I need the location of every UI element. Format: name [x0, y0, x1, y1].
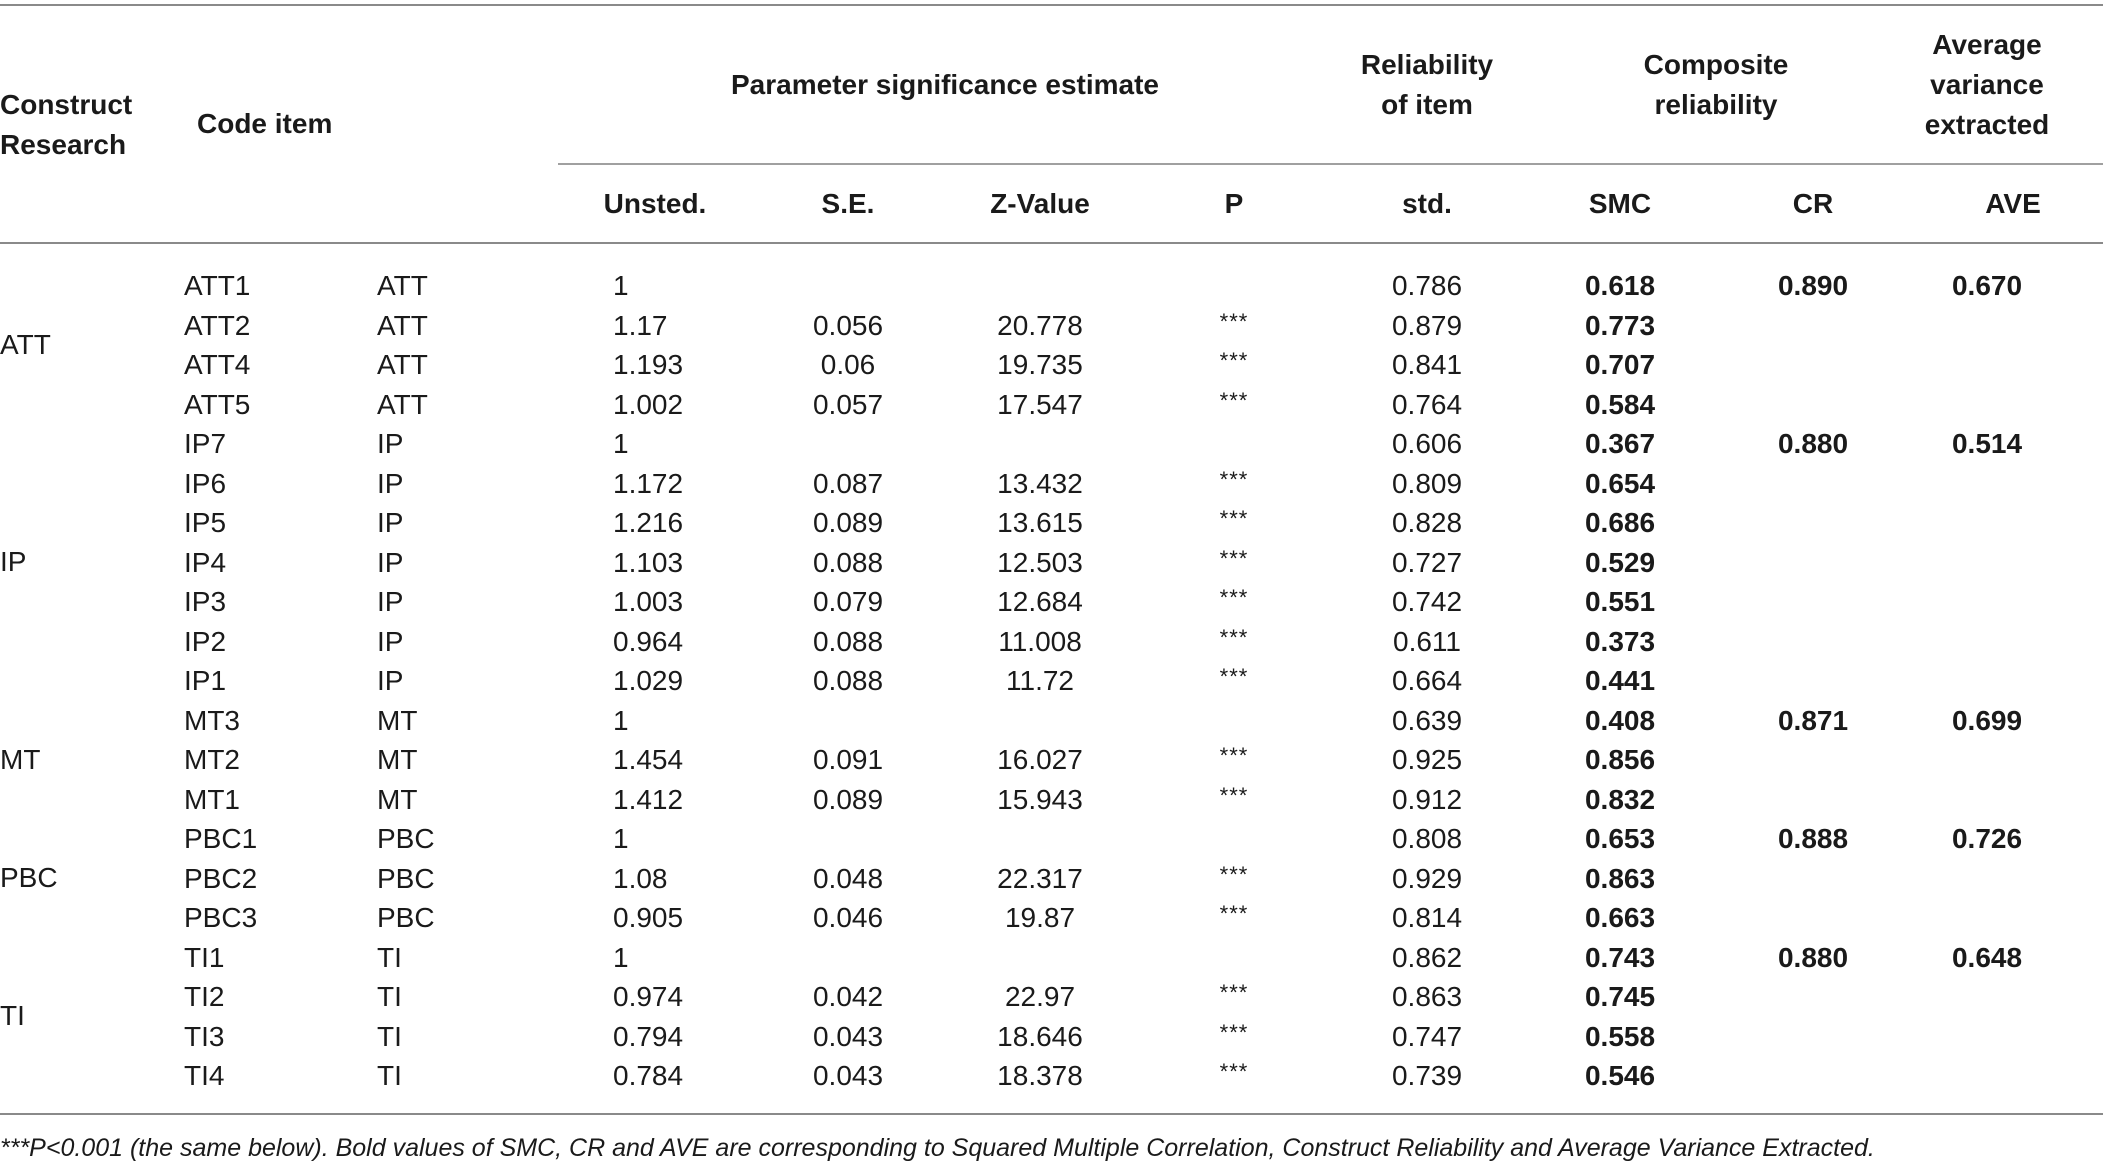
- cell-p: ***: [1219, 901, 1249, 926]
- cell-cr: 0.890: [1777, 270, 1849, 301]
- cell-std: 0.786: [1391, 270, 1463, 301]
- cell-unsted: 1.412: [613, 783, 684, 815]
- cell-item: IP5: [184, 507, 227, 538]
- cell-se: 0.089: [812, 783, 884, 815]
- cell-se: 0.088: [812, 546, 884, 578]
- col-header-ave: AVE: [1985, 188, 2041, 219]
- cell-p: ***: [1219, 861, 1249, 887]
- cell-smc: 0.441: [1584, 665, 1656, 696]
- cell-z: 12.684: [997, 586, 1083, 617]
- cell-unsted: 0.794: [613, 1020, 684, 1052]
- cell-p: ***: [1219, 743, 1249, 768]
- cell-item: IP1: [184, 665, 227, 696]
- cell-se: 0.091: [812, 744, 884, 775]
- cell-p: ***: [1219, 1059, 1249, 1084]
- cell-p: ***: [1219, 782, 1249, 808]
- col-header-smc: SMC: [1588, 188, 1652, 219]
- cell-smc: 0.653: [1584, 823, 1656, 854]
- cell-unsted: 1.17: [613, 309, 668, 341]
- cell-z: 18.646: [997, 1020, 1083, 1052]
- cell-smc: 0.707: [1584, 349, 1656, 380]
- cell-unsted: 1: [613, 823, 629, 854]
- cell-se: 0.087: [812, 467, 884, 499]
- cell-code: TI: [377, 981, 402, 1012]
- construct-label-pbc: PBC: [0, 862, 58, 893]
- table-row: [0, 859, 2103, 899]
- cell-code: TI: [377, 941, 402, 973]
- cell-ave: 0.514: [1951, 428, 2023, 459]
- cell-se: 0.088: [812, 665, 884, 696]
- cell-smc: 0.856: [1584, 744, 1656, 775]
- header-construct: Construct Research: [0, 89, 133, 160]
- cell-std: 0.925: [1391, 744, 1463, 775]
- col-header-p: P: [1224, 188, 1244, 219]
- table-row: [0, 740, 2103, 780]
- cell-z: 13.432: [997, 467, 1083, 499]
- cell-std: 0.764: [1391, 388, 1463, 420]
- cell-std: 0.639: [1391, 704, 1463, 736]
- cell-smc: 0.743: [1584, 941, 1656, 973]
- cell-p: ***: [1219, 506, 1249, 531]
- cell-unsted: 1.103: [613, 546, 684, 578]
- cell-z: 20.778: [997, 309, 1083, 341]
- cell-std: 0.862: [1391, 941, 1463, 973]
- cell-se: 0.057: [812, 388, 884, 420]
- cell-se: 0.043: [812, 1060, 884, 1091]
- cell-std: 0.727: [1391, 546, 1463, 578]
- header-code-item: Code item: [197, 108, 333, 139]
- cell-unsted: 1.002: [613, 388, 684, 420]
- cell-std: 0.828: [1391, 507, 1463, 538]
- cell-unsted: 1.193: [613, 349, 684, 380]
- cell-smc: 0.584: [1584, 388, 1656, 420]
- cell-p: ***: [1219, 308, 1249, 334]
- cell-se: 0.089: [812, 507, 884, 538]
- cell-code: TI: [377, 1060, 402, 1091]
- cell-unsted: 0.964: [613, 625, 684, 657]
- table-row: [0, 701, 2103, 741]
- cell-smc: 0.745: [1584, 981, 1656, 1012]
- cell-se: 0.088: [812, 625, 884, 657]
- cell-item: ATT4: [184, 349, 251, 380]
- table-row: [0, 385, 2103, 425]
- cell-unsted: 1.454: [613, 744, 684, 775]
- construct-label-ip: IP: [0, 546, 27, 577]
- cell-item: PBC1: [184, 823, 258, 854]
- cell-code: IP: [377, 625, 404, 657]
- cell-z: 16.027: [997, 744, 1083, 775]
- cell-code: PBC: [377, 902, 435, 933]
- cell-item: IP2: [184, 625, 227, 657]
- cell-unsted: 1.08: [613, 862, 668, 894]
- cell-item: IP7: [184, 428, 227, 459]
- cell-z: 22.97: [1004, 981, 1076, 1012]
- cell-smc: 0.546: [1584, 1060, 1656, 1091]
- cell-p: ***: [1219, 980, 1249, 1005]
- cell-se: 0.048: [812, 862, 884, 894]
- table-row: [0, 938, 2103, 978]
- cell-z: 19.87: [1004, 902, 1076, 933]
- cell-std: 0.742: [1391, 586, 1463, 617]
- cell-unsted: 0.784: [613, 1060, 684, 1091]
- table-body: [0, 266, 2103, 1096]
- cell-item: TI3: [184, 1020, 225, 1052]
- header-parameter-significance: Parameter significance estimate: [731, 69, 1159, 100]
- cell-code: IP: [377, 586, 404, 617]
- cell-se: 0.06: [820, 349, 876, 380]
- cell-code: IP: [377, 546, 404, 578]
- cell-std: 0.929: [1391, 862, 1463, 894]
- col-header-unsted: Unsted.: [603, 188, 707, 219]
- cell-item: MT3: [184, 704, 240, 736]
- cell-std: 0.747: [1391, 1020, 1463, 1052]
- cell-smc: 0.367: [1584, 428, 1656, 459]
- cell-smc: 0.863: [1584, 862, 1656, 894]
- cell-z: 18.378: [997, 1060, 1083, 1091]
- cell-std: 0.912: [1391, 783, 1463, 815]
- cell-z: 15.943: [997, 783, 1083, 815]
- cell-code: IP: [377, 665, 404, 696]
- cell-ave: 0.699: [1951, 704, 2023, 736]
- cell-ave: 0.648: [1951, 941, 2023, 973]
- cell-cr: 0.880: [1777, 941, 1849, 973]
- cell-p: ***: [1219, 624, 1249, 650]
- cell-smc: 0.654: [1584, 467, 1656, 499]
- cell-se: 0.079: [812, 586, 884, 617]
- table-row: [0, 780, 2103, 820]
- table-row: [0, 306, 2103, 346]
- cell-code: IP: [377, 467, 404, 499]
- col-header-std: std.: [1402, 188, 1452, 219]
- table-row: [0, 819, 2103, 859]
- cell-std: 0.879: [1391, 309, 1463, 341]
- header-subgroup-rule: [558, 163, 2103, 165]
- cell-item: ATT2: [184, 309, 251, 341]
- cell-se: 0.046: [812, 902, 884, 933]
- cell-std: 0.814: [1391, 902, 1463, 933]
- cell-code: ATT: [377, 270, 428, 301]
- cell-p: ***: [1219, 348, 1249, 373]
- table-row: [0, 266, 2103, 306]
- cell-code: IP: [377, 507, 404, 538]
- table-row: [0, 464, 2103, 504]
- table-row: [0, 622, 2103, 662]
- cell-z: 19.735: [997, 349, 1083, 380]
- cell-unsted: 1.216: [613, 507, 684, 538]
- cell-z: 17.547: [997, 388, 1083, 420]
- cell-z: 11.72: [1006, 665, 1074, 696]
- cell-se: 0.043: [812, 1020, 884, 1052]
- cell-p: ***: [1219, 585, 1249, 610]
- cell-smc: 0.663: [1584, 902, 1656, 933]
- cell-std: 0.841: [1391, 349, 1463, 380]
- cell-item: ATT1: [184, 270, 251, 301]
- cell-code: ATT: [377, 309, 428, 341]
- cell-code: MT: [377, 704, 418, 736]
- cell-std: 0.739: [1391, 1060, 1463, 1091]
- cell-item: TI4: [184, 1060, 225, 1091]
- cell-item: MT1: [184, 783, 240, 815]
- construct-label-att: ATT: [0, 329, 51, 360]
- cell-smc: 0.558: [1584, 1020, 1656, 1052]
- cell-item: MT2: [184, 744, 240, 775]
- cell-p: ***: [1219, 545, 1249, 571]
- header-reliability-of-item: Reliability of item: [1360, 49, 1494, 120]
- cell-cr: 0.888: [1777, 823, 1849, 854]
- cell-smc: 0.551: [1584, 586, 1656, 617]
- col-header-z-value: Z-Value: [990, 188, 1090, 219]
- cell-code: PBC: [377, 823, 435, 854]
- cell-smc: 0.832: [1584, 783, 1656, 815]
- table-row: [0, 1056, 2103, 1096]
- table-top-rule: [0, 4, 2103, 6]
- construct-label-mt: MT: [0, 744, 41, 775]
- cell-std: 0.664: [1391, 665, 1463, 696]
- cell-smc: 0.686: [1584, 507, 1656, 538]
- cell-item: PBC2: [184, 862, 258, 894]
- table-row: [0, 1017, 2103, 1057]
- table-row: [0, 582, 2103, 622]
- table-row: [0, 977, 2103, 1017]
- cell-std: 0.809: [1391, 467, 1463, 499]
- cell-cr: 0.880: [1777, 428, 1849, 459]
- cell-p: ***: [1219, 664, 1249, 689]
- table-row: [0, 424, 2103, 464]
- cell-cr: 0.871: [1777, 704, 1849, 736]
- cell-z: 11.008: [998, 625, 1082, 657]
- table-footnote: ***P<0.001 (the same below). Bold values of SMC, CR and AVE are corresponding to Squared Multiple Correlation, Construct Reliability and Average Variance Extracted.: [0, 1134, 1875, 1162]
- cell-smc: 0.773: [1584, 309, 1656, 341]
- cell-smc: 0.618: [1584, 270, 1656, 301]
- cell-code: MT: [377, 783, 418, 815]
- cell-unsted: 0.905: [613, 902, 684, 933]
- cell-item: PBC3: [184, 902, 258, 933]
- cell-unsted: 1.003: [613, 586, 684, 617]
- cell-z: 12.503: [997, 546, 1083, 578]
- col-header-se: S.E.: [821, 188, 875, 219]
- table-row: [0, 345, 2103, 385]
- cell-z: 13.615: [997, 507, 1083, 538]
- cell-code: ATT: [377, 349, 428, 380]
- cell-item: IP6: [184, 467, 227, 499]
- cell-unsted: 1: [613, 704, 629, 736]
- cell-ave: 0.670: [1951, 270, 2023, 301]
- header-average-variance-extracted: Average variance extracted: [1924, 29, 2050, 140]
- cell-item: ATT5: [184, 388, 251, 420]
- cell-unsted: 1: [613, 428, 629, 459]
- table-row: [0, 543, 2103, 583]
- cell-unsted: 0.974: [613, 981, 684, 1012]
- table-bottom-rule: [0, 1113, 2103, 1115]
- table-row: [0, 661, 2103, 701]
- construct-label-ti: TI: [0, 1000, 25, 1031]
- cell-se: 0.056: [812, 309, 884, 341]
- cell-std: 0.611: [1393, 625, 1461, 657]
- cell-unsted: 1: [613, 270, 629, 301]
- cell-smc: 0.408: [1584, 704, 1656, 736]
- table-row: [0, 898, 2103, 938]
- cell-code: ATT: [377, 388, 428, 420]
- cell-std: 0.808: [1391, 823, 1463, 854]
- cell-item: TI2: [184, 981, 225, 1012]
- cell-code: TI: [377, 1020, 402, 1052]
- cell-p: ***: [1219, 466, 1249, 492]
- cell-code: MT: [377, 744, 418, 775]
- cell-code: PBC: [377, 862, 435, 894]
- cell-item: IP4: [184, 546, 227, 578]
- cell-z: 22.317: [997, 862, 1083, 894]
- cell-unsted: 1.029: [613, 665, 684, 696]
- header-bottom-rule: [0, 242, 2103, 244]
- cell-p: ***: [1219, 1019, 1249, 1045]
- table-row: [0, 503, 2103, 543]
- cell-se: 0.042: [812, 981, 884, 1012]
- cell-ave: 0.726: [1951, 823, 2023, 854]
- header-composite-reliability: Composite reliability: [1643, 49, 1789, 120]
- cell-p: ***: [1219, 387, 1249, 413]
- cell-smc: 0.373: [1584, 625, 1656, 657]
- cell-std: 0.606: [1391, 428, 1463, 459]
- cell-unsted: 1.172: [613, 467, 684, 499]
- cell-item: TI1: [184, 941, 225, 973]
- cell-code: IP: [377, 428, 404, 459]
- cell-std: 0.863: [1391, 981, 1463, 1012]
- cell-item: IP3: [184, 586, 227, 617]
- cell-smc: 0.529: [1584, 546, 1656, 578]
- col-header-cr: CR: [1792, 188, 1834, 219]
- cell-unsted: 1: [613, 941, 629, 973]
